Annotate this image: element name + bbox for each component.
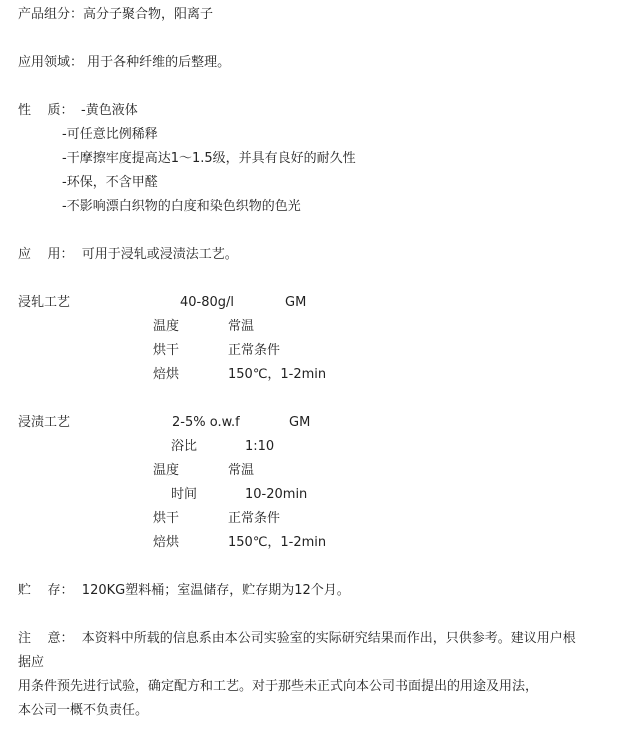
product-composition: 产品组分：高分子聚合物，阳离子 (18, 7, 214, 22)
dipping-dosage: 2-5% o.w.f (172, 415, 240, 430)
property-item: -可任意比例稀释 (62, 127, 158, 142)
padding-param-label: 焙烘 (153, 367, 180, 382)
notice-line: 本公司一概不负责任。 (18, 703, 149, 718)
padding-param-label: 温度 (153, 319, 180, 334)
property-item: -环保，不含甲醛 (62, 175, 158, 190)
padding-product-code: GM (285, 295, 307, 310)
dipping-time-value: 10-20min (245, 487, 308, 502)
padding-dosage: 40-80g/l (180, 295, 235, 310)
property-item: -不影响漂白织物的白度和染色织物的色光 (62, 199, 301, 214)
dipping-time-label: 时间 (171, 487, 198, 502)
dipping-product-code: GM (289, 415, 311, 430)
notice-line: 据应 (18, 655, 45, 670)
usage-line: 应 用： 可用于浸轧或浸渍法工艺。 (18, 247, 238, 262)
bath-ratio-label: 浴比 (171, 439, 198, 454)
dipping-temperature-value: 常温 (228, 463, 255, 478)
dipping-curing-value: 150℃，1-2min (228, 535, 327, 550)
notice-line: 注 意： 本资料中所载的信息系由本公司实验室的实际研究结果而作出，只供参考。建议用户根 (18, 631, 576, 646)
dipping-curing-label: 焙烘 (153, 535, 180, 550)
padding-param-value: 常温 (228, 319, 255, 334)
application-field: 应用领域： 用于各种纤维的后整理。 (18, 55, 231, 70)
dipping-drying-value: 正常条件 (228, 511, 281, 526)
padding-process-title: 浸轧工艺 (18, 295, 71, 310)
dipping-temperature-label: 温度 (153, 463, 180, 478)
padding-param-label: 烘干 (153, 343, 180, 358)
padding-param-value: 150℃，1-2min (228, 367, 327, 382)
property-item: -黄色液体 (81, 103, 138, 118)
notice-line: 用条件预先进行试验，确定配方和工艺。对于那些未正式向本公司书面提出的用途及用法， (18, 679, 539, 694)
bath-ratio-value: 1:10 (245, 439, 275, 454)
dipping-drying-label: 烘干 (153, 511, 180, 526)
property-item: -干摩擦牢度提高达1～1.5级，并具有良好的耐久性 (62, 151, 356, 166)
storage-line: 贮 存： 120KG塑料桶；室温储存，贮存期为12个月。 (18, 583, 350, 598)
padding-param-value: 正常条件 (228, 343, 281, 358)
properties-label: 性 质： (18, 103, 74, 118)
dipping-process-title: 浸渍工艺 (18, 415, 71, 430)
